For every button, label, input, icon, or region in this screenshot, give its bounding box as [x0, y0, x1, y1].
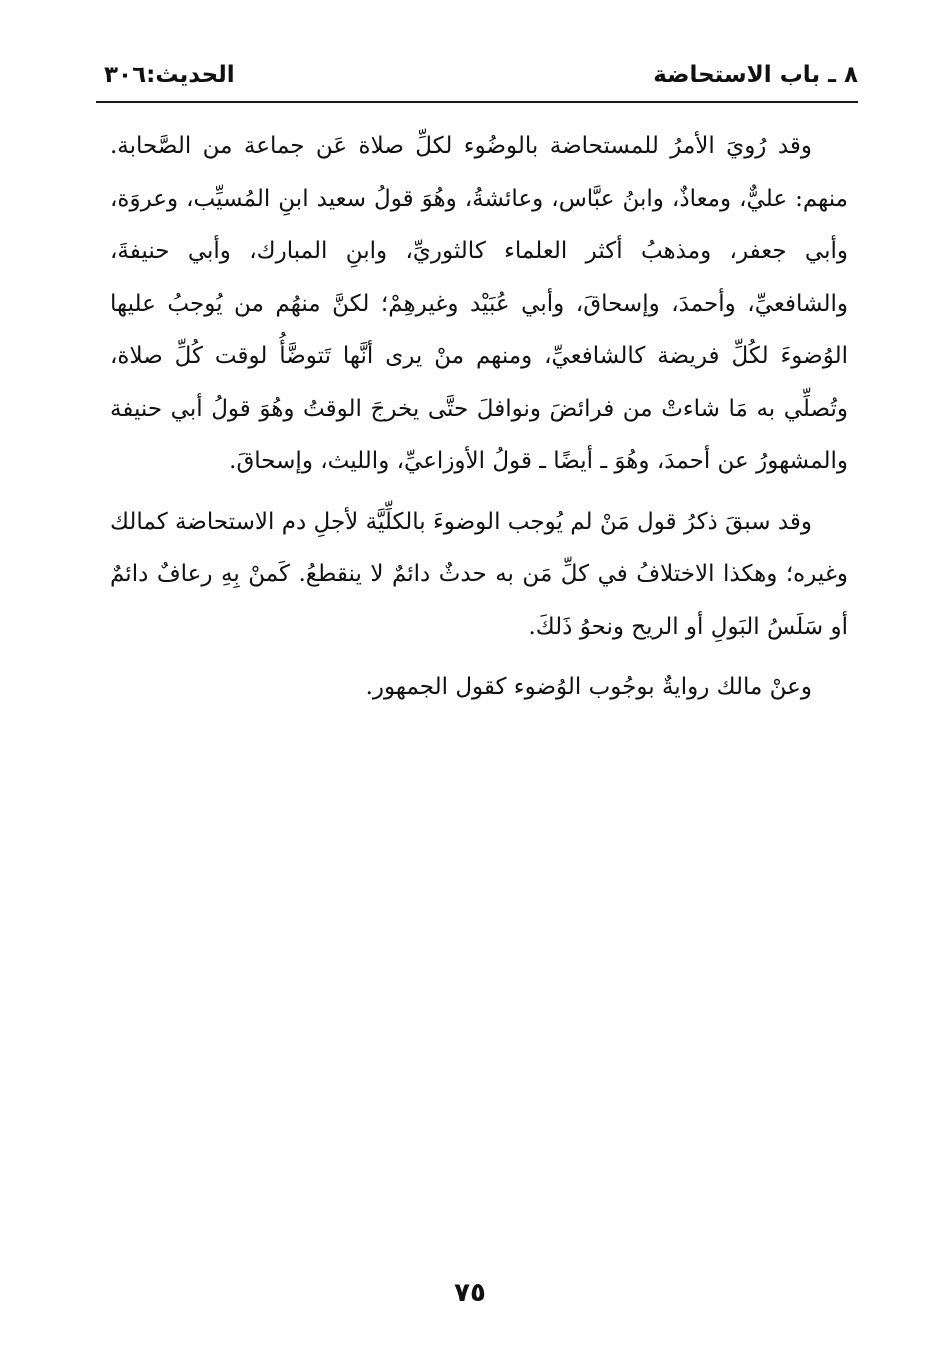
chapter-title: ٨ ـ باب الاستحاضة	[653, 62, 858, 88]
paragraph-3: وعنْ مالك روايةٌ بوجُوب الوُضوء كقول الجمهور.	[365, 674, 812, 700]
hadith-number: الحديث:٣٠٦	[104, 62, 235, 88]
main-text	[110, 120, 848, 714]
running-header	[98, 58, 858, 98]
header-divider	[96, 101, 858, 103]
paragraph-2: وقد سبقَ ذكرُ قول مَنْ لم يُوجب الوضوءَ بالكلِّيَّة لأجلِ دم الاستحاضة كمالك وغيره؛ وهكذا الاختلافُ في كلِّ مَن به حدثٌ دائمٌ لا ينقطعُ. كَمنْ بِهِ رعافٌ دائمٌ أو سَلَسُ البَولِ أو الريح ونحوُ ذَلكَ.	[110, 508, 848, 640]
page-number: ٧٥	[454, 1278, 486, 1308]
paragraph-1: وقد رُويَ الأمرُ للمستحاضة بالوضُوء لكلِّ صلاة عَن جماعة من الصَّحابة. منهم: عليٌّ، ومعاذٌ، وابنُ عبَّاس، وعائشةُ، وهُوَ قولُ سعيد ابنِ المُسيِّب، وعروَة، وأبي جعفر، ومذهبُ أكثر العلماء كالثوريِّ، وابنِ المبارك، وأبي حنيفةَ، والشافعيِّ، وأحمدَ، وإسحاقَ، وأبي عُبَيْد وغيرهِمْ؛ لكنَّ منهُم من يُوجبُ عليها الوُضوءَ لكُلِّ فريضة كالشافعيِّ، ومنهم منْ يرى أنَّها تَتوضَّأُ لوقت كُلِّ صلاة، وتُصلِّي به مَا شاءتْ من فرائضَ ونوافلَ حتَّى يخرجَ الوقتُ وهُوَ قولُ أبي حنيفة والمشهورُ عن أحمدَ، وهُوَ ـ أيضًا ـ قولُ الأوزاعيِّ، والليث، وإسحاقَ.	[110, 133, 848, 474]
